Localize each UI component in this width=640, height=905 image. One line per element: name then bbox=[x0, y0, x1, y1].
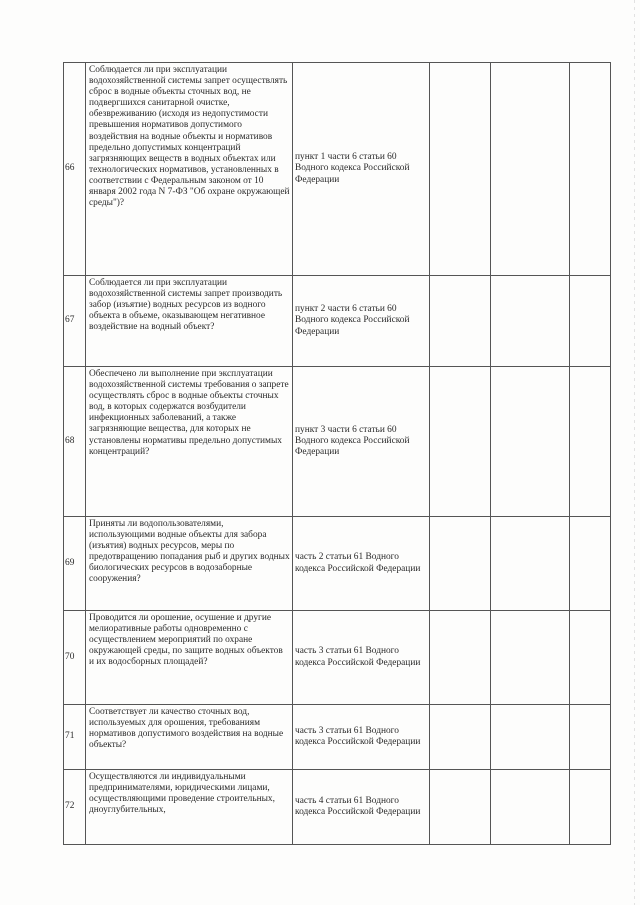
empty-cell bbox=[430, 367, 491, 517]
row-number: 66 bbox=[64, 63, 86, 276]
empty-cell bbox=[570, 367, 611, 517]
empty-cell bbox=[430, 705, 491, 770]
empty-cell bbox=[570, 63, 611, 276]
empty-cell bbox=[491, 63, 570, 276]
law-reference-text: часть 3 статьи 61 Водного кодекса Российской Федерации bbox=[295, 646, 421, 668]
law-reference-cell bbox=[293, 63, 430, 276]
question-cell bbox=[86, 517, 293, 611]
empty-cell bbox=[491, 517, 570, 611]
empty-cell bbox=[570, 611, 611, 705]
question-cell bbox=[86, 367, 293, 517]
scan-edge-artifact bbox=[634, 0, 635, 905]
empty-cell bbox=[570, 517, 611, 611]
question-cell bbox=[86, 611, 293, 705]
question-text: Проводится ли орошение, осушение и другие мелиоративные работы одновременно с осуществлением мероприятий по охране окружающей среды, по защите водных объектов и их водосборных площадей? bbox=[89, 613, 283, 668]
table-row bbox=[64, 611, 611, 705]
law-reference-text: пункт 3 части 6 статьи 60 Водного кодекса Российской Федерации bbox=[295, 424, 410, 458]
law-reference-cell bbox=[293, 276, 430, 367]
row-number: 67 bbox=[64, 276, 86, 367]
empty-cell bbox=[491, 367, 570, 517]
table-row bbox=[64, 63, 611, 276]
empty-cell bbox=[491, 611, 570, 705]
empty-cell bbox=[491, 276, 570, 367]
question-text: Соблюдается ли при эксплуатации водохозяйственной системы запрет производить забор (изъятие) водных ресурсов из водного объекта в объеме, оказывающем негативное воздействие на водный объект? bbox=[89, 278, 283, 333]
row-number: 69 bbox=[64, 517, 86, 611]
empty-cell bbox=[430, 517, 491, 611]
table-row bbox=[64, 705, 611, 770]
empty-cell bbox=[570, 705, 611, 770]
question-cell bbox=[86, 276, 293, 367]
law-reference-text: пункт 1 части 6 статьи 60 Водного кодекса Российской Федерации bbox=[295, 152, 410, 185]
question-text: Соблюдается ли при эксплуатации водохозяйственной системы запрет осуществлять сброс в водные объекты сточных вод, не подвергшихся санитарной очистке, обезвреживанию (исходя из недопустимости превышения нормативов допустимого воздействия на водные объекты и нормативов предельно допустимых концентраций загрязняющих веществ в водных объектах или технологических нормативов, установленных в соответствии с Федеральным законом от 10 января 2002 года N 7-ФЗ "Об охране окружающей среды")? bbox=[89, 65, 290, 209]
question-text: Соответствует ли качество сточных вод, используемых для орошения, требованиям нормативов допустимого воздействия на водные объекты? bbox=[89, 707, 284, 751]
checklist-table bbox=[63, 62, 611, 845]
empty-cell bbox=[430, 770, 491, 845]
law-reference-text: пункт 2 части 6 статьи 60 Водного кодекса Российской Федерации bbox=[295, 304, 410, 337]
law-reference-text: часть 4 статьи 61 Водного кодекса Российской Федерации bbox=[295, 795, 421, 817]
question-cell bbox=[86, 63, 293, 276]
law-reference-text: часть 3 статьи 61 Водного кодекса Российской Федерации bbox=[295, 725, 421, 747]
question-text: Обеспечено ли выполнение при эксплуатации водохозяйственной системы требования о запрете осуществлять сброс в водные объекты сточных вод, в которых содержатся возбудители инфекционных заболеваний, а также загрязняющие вещества, для которых не установлены нормативы предельно допустимых концентраций? bbox=[89, 369, 289, 457]
empty-cell bbox=[430, 611, 491, 705]
empty-cell bbox=[570, 770, 611, 845]
question-cell bbox=[86, 705, 293, 770]
row-number: 71 bbox=[64, 705, 86, 770]
row-number: 72 bbox=[64, 770, 86, 845]
table-row bbox=[64, 770, 611, 845]
empty-cell bbox=[491, 770, 570, 845]
law-reference-cell bbox=[293, 770, 430, 845]
empty-cell bbox=[491, 705, 570, 770]
empty-cell bbox=[570, 276, 611, 367]
table-row bbox=[64, 367, 611, 517]
question-text: Осуществляются ли индивидуальными предпринимателями, юридическими лицами, осуществляющими проведение строительных, дноуглубительных, bbox=[89, 772, 275, 816]
question-cell bbox=[86, 770, 293, 845]
row-number: 70 bbox=[64, 611, 86, 705]
question-text: Приняты ли водопользователями, использующими водные объекты для забора (изъятия) водных ресурсов, меры по предотвращению попадания рыб и других водных биологических ресурсов в водозаборные сооружения? bbox=[89, 519, 290, 585]
law-reference-cell bbox=[293, 517, 430, 611]
law-reference-cell bbox=[293, 611, 430, 705]
row-number: 68 bbox=[64, 367, 86, 517]
table-row bbox=[64, 517, 611, 611]
law-reference-text: часть 2 статьи 61 Водного кодекса Российской Федерации bbox=[295, 552, 421, 574]
table-row bbox=[64, 276, 611, 367]
law-reference-cell bbox=[293, 705, 430, 770]
empty-cell bbox=[430, 63, 491, 276]
empty-cell bbox=[430, 276, 491, 367]
law-reference-cell bbox=[293, 367, 430, 517]
